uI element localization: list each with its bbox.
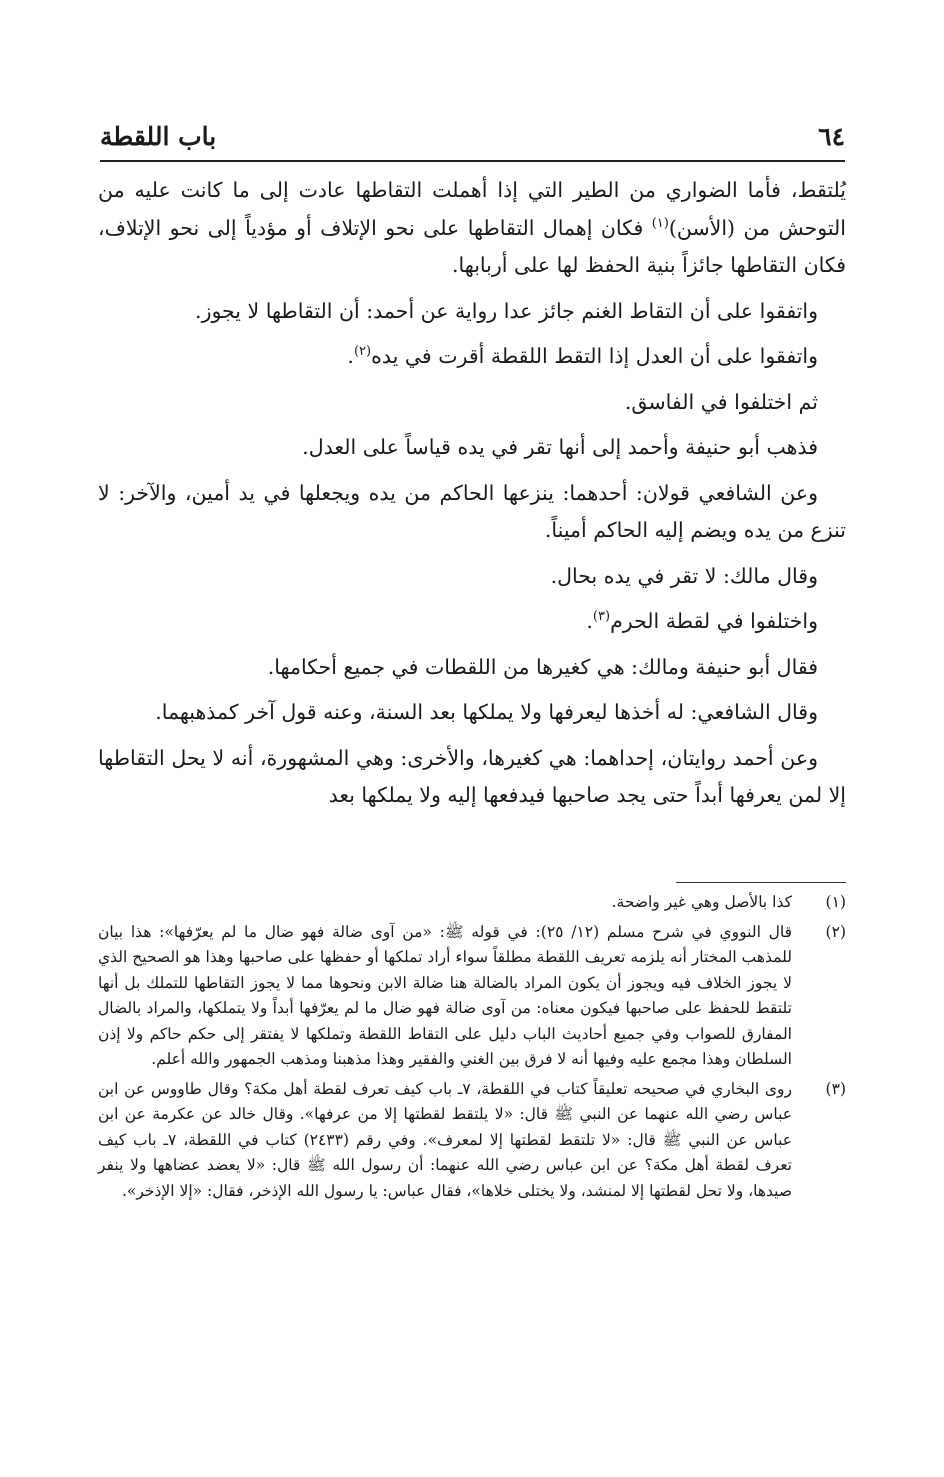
footnote-text: روى البخاري في صحيحه تعليقاً كتاب في اللقطة، ٧ـ باب كيف تعرف لقطة أهل مكة؟ وقال طاووس عن ابن عباس رضي الله عنهما عن النبي ﷺ قال: «لا يلتقط لقطتها إلا من عرفها». وقال خالد عن عكرمة عن ابن عباس عن النبي ﷺ قال: «لا تلتقط لقطتها إلا لمعرف». وفي رقم (٢٤٣٣) كتاب في اللقطة، ٧ـ باب كيف تعرف لقطة أهل مكة؟ عن ابن عباس رضي الله عنهما: أن رسول الله ﷺ قال: «لا يعضد عضاهها ولا ينفر صيدها، ولا تحل لقطتها إلا لمنشد، ولا يختلى خلاها»، فقال عباس: يا رسول الله الإذخر، فقال: «إلا الإذخر». [98,1079,792,1200]
footnote-ref: (٢) [353,344,372,360]
footnote [98,920,846,1073]
paragraph [98,694,846,732]
paragraph [98,384,846,422]
footnote [98,1077,846,1205]
paragraph-tail: فكان إهمال التقاطها على نحو الإتلاف أو مؤدياً إلى نحو الإتلاف، فكان التقاطها جائزاً بنية الحفظ لها على أربابها. [98,215,846,277]
footnote-number: (٣) [825,1079,846,1098]
paragraph [98,293,846,331]
paragraph-text: واتفقوا على أن العدل إذا التقط اللقطة أقرت في يده [371,344,818,368]
footnote-number: (٢) [825,922,846,941]
running-header [100,122,845,158]
paragraph [98,603,846,641]
paragraph-tail: . [586,609,593,633]
paragraph [98,649,846,687]
paragraph [98,558,846,596]
paragraph-text: فقال أبو حنيفة ومالك: هي كغيرها من اللقطات في جميع أحكامها. [267,654,818,679]
paragraph [98,475,846,550]
paragraph [98,338,846,376]
paragraph-text: وعن أحمد روايتان، إحداهما: هي كغيرها، والأخرى: وهي المشهورة، أنه لا يحل التقاطها إلا لمن يعرفها أبداً حتى يجد صاحبها فيدفعها إليه ولا يملكها بعد [98,745,846,807]
main-text [98,172,846,823]
footnote-text: كذا بالأصل وهي غير واضحة. [611,893,792,911]
footnote [98,890,846,916]
paragraph-tail: . [347,344,354,368]
paragraph [98,429,846,467]
paragraph-text: فذهب أبو حنيفة وأحمد إلى أنها تقر في يده قياساً على العدل. [302,435,818,459]
footnote-ref: (١) [651,215,669,231]
paragraph [98,740,846,815]
footnote-number: (١) [825,893,846,911]
footnote-text: قال النووي في شرح مسلم (١٢/ ٢٥): في قوله ﷺ: «من آوى ضالة فهو ضال ما لم يعرّفها»: هذا بيان للمذهب المختار أنه يلزمه تعريف اللقطة مطلقاً سواء أراد تملكها أو حفظها على صاحبها وهذا هو الصحيح الذي لا يجوز الخلاف فيه ويجوز أن يكون المراد بالضالة هنا ضالة الابن ونحوها مما لا يجوز التقاطها للتملك بل أنها تلتقط للحفظ على صاحبها فيكون معناه: من آوى ضالة فهو ضال ما لم يعرّفها أبداً ولا يتملكها، والمراد بالضال المفارق للصواب وفي جميع أحاديث الباب دليل على التقاط اللقطة وتملكها لا يفتقر إلى حكم حاكم ولا إذن السلطان وهذا مجمع عليه وفيها أنه لا فرق بين الغني والفقير وهذا مذهبنا ومذهب الجمهور والله أعلم. [98,922,793,1068]
paragraph-text: وقال الشافعي: له أخذها ليعرفها ولا يملكها بعد السنة، وعنه قول آخر كمذهبهما. [155,700,818,724]
footnotes [98,890,846,1208]
paragraph-text: يُلتقط، فأما الضواري من الطير التي إذا أهملت التقاطها عادت إلى ما كانت عليه من التوحش من (الأسن) [98,178,846,240]
paragraph-text: وعن الشافعي قولان: أحدهما: ينزعها الحاكم من يده ويجعلها في يد أمين، والآخر: لا تنزع من يده ويضم إليه الحاكم أميناً. [98,480,846,542]
paragraph-text: واتفقوا على أن التقاط الغنم جائز عدا رواية عن أحمد: أن التقاطها لا يجوز. [195,298,818,323]
paragraph-text: وقال مالك: لا تقر في يده بحال. [550,563,818,588]
chapter-title: باب اللقطة [100,122,217,151]
footnote-ref: (٣) [592,609,611,625]
paragraph [98,172,846,285]
page-number: ٦٤ [818,122,845,151]
paragraph-text: واختلفوا في لقطة الحرم [610,609,818,633]
footnote-separator [676,882,846,883]
header-rule [100,160,845,162]
paragraph-text: ثم اختلفوا في الفاسق. [624,389,818,414]
